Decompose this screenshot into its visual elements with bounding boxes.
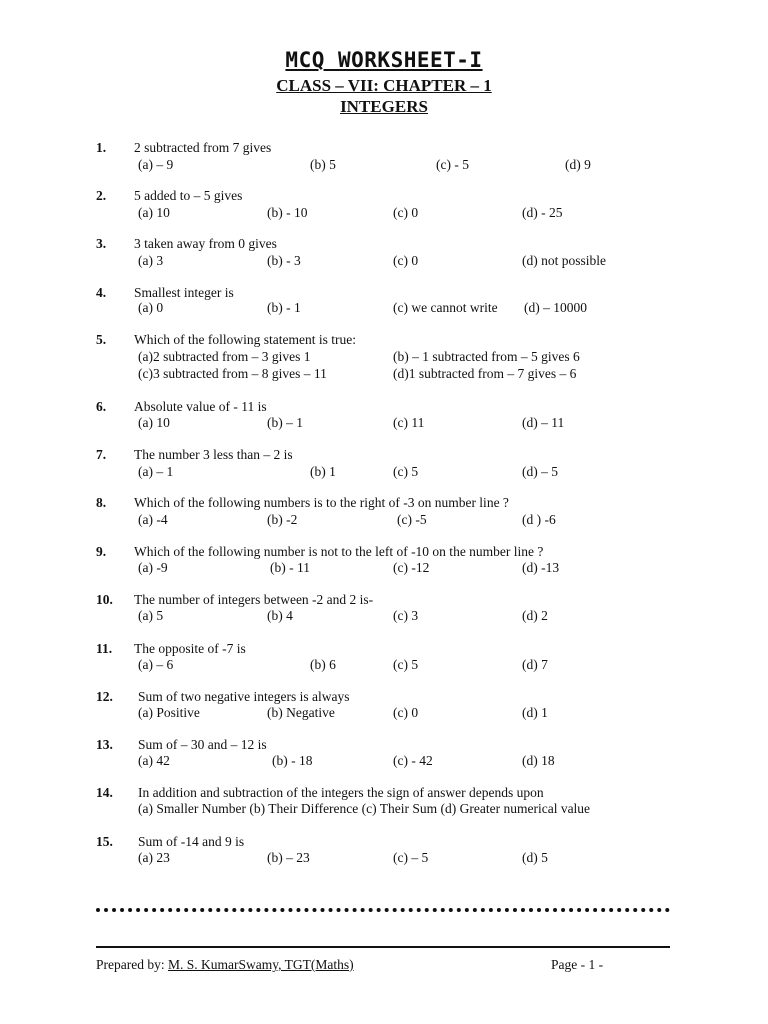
question-number: 9. [96, 544, 107, 559]
option-c: (c) 5 [393, 657, 419, 672]
option-d: (d ) -6 [522, 512, 556, 527]
question-number: 2. [96, 188, 107, 203]
option-b: (b) 6 [310, 657, 336, 672]
question-text: Absolute value of - 11 is [134, 399, 267, 414]
options-line: (a) Smaller Number (b) Their Difference (c) Their Sum (d) Greater numerical value [138, 801, 591, 816]
option-b: (b) Negative [267, 705, 335, 720]
option-c: (c) 11 [393, 415, 425, 430]
question-number: 6. [96, 399, 107, 414]
question-text: Sum of – 30 and – 12 is [138, 737, 267, 752]
footer-rule [96, 946, 670, 948]
option-c: (c) 3 [393, 608, 419, 623]
option-b: (b) 1 [310, 464, 336, 479]
option-b: (b) – 1 [267, 415, 303, 430]
option-d: (d) – 5 [522, 464, 558, 479]
question-number: 14. [96, 785, 113, 800]
option-c: (c) -12 [393, 560, 430, 575]
worksheet-title: MCQ WORKSHEET-I [285, 48, 483, 72]
option-d: (d) 7 [522, 657, 548, 672]
question-text: 5 added to – 5 gives [134, 188, 243, 203]
option-d: (d) 5 [522, 850, 548, 865]
option-c: (c) 5 [393, 464, 419, 479]
option-a: (a) 10 [138, 415, 170, 430]
option-d: (d) - 25 [522, 205, 563, 220]
question-number: 11. [96, 641, 113, 656]
option-a: (a) – 1 [138, 464, 174, 479]
question-number: 15. [96, 834, 113, 849]
question-text: Which of the following number is not to the left of -10 on the number line ? [134, 544, 544, 559]
question-text: The number of integers between -2 and 2 is- [134, 592, 374, 607]
option-a: (a) -4 [138, 512, 168, 527]
option-d: (d) 2 [522, 608, 548, 623]
question-text: 3 taken away from 0 gives [134, 236, 277, 251]
option-c: (c) -5 [397, 512, 427, 527]
footer-prepared-by [96, 957, 354, 973]
option-b: (b) - 1 [267, 300, 301, 315]
option-a: (a) – 6 [138, 657, 174, 672]
option-a: (a) Positive [138, 705, 200, 720]
dotted-separator [96, 908, 670, 912]
question-number: 5. [96, 332, 107, 347]
question-number: 4. [96, 285, 107, 300]
option-b: (b) - 11 [270, 560, 310, 575]
option-d: (d) 1 [522, 705, 548, 720]
option-b: (b) - 18 [272, 753, 313, 768]
option-b: (b) - 3 [267, 253, 301, 268]
question-text: The number 3 less than – 2 is [134, 447, 293, 462]
option-a: (a) 10 [138, 205, 170, 220]
option-d: (d) 18 [522, 753, 555, 768]
page-number: Page - 1 - [551, 957, 604, 972]
question-text: Sum of two negative integers is always [138, 689, 350, 704]
question-text: Smallest integer is [134, 285, 234, 300]
option-b: (b) 4 [267, 608, 293, 623]
chapter-name-heading: INTEGERS [340, 97, 428, 116]
option-d: (d)1 subtracted from – 7 gives – 6 [393, 366, 577, 381]
option-c: (c) - 5 [436, 157, 469, 172]
question-number: 1. [96, 140, 107, 155]
question-text: Sum of -14 and 9 is [138, 834, 245, 849]
option-a: (a) 42 [138, 753, 170, 768]
option-c: (c)3 subtracted from – 8 gives – 11 [138, 366, 327, 381]
option-b: (b) -2 [267, 512, 298, 527]
author-name: M. S. KumarSwamy, TGT(Maths) [167, 957, 354, 972]
option-a: (a) 5 [138, 608, 164, 623]
option-a: (a) 23 [138, 850, 170, 865]
question-text: 2 subtracted from 7 gives [134, 140, 272, 155]
option-c: (c) – 5 [393, 850, 429, 865]
option-d: (d) 9 [565, 157, 591, 172]
question-text: Which of the following numbers is to the right of -3 on number line ? [134, 495, 509, 510]
option-a: (a) – 9 [138, 157, 174, 172]
option-a: (a)2 subtracted from – 3 gives 1 [138, 349, 311, 364]
option-d: (d) not possible [522, 253, 606, 268]
question-text: The opposite of -7 is [134, 641, 246, 656]
option-b: (b) – 23 [267, 850, 310, 865]
option-c: (c) - 42 [393, 753, 433, 768]
question-text: Which of the following statement is true: [134, 332, 356, 347]
prepared-by-label: Prepared by: [96, 957, 165, 972]
question-number: 3. [96, 236, 107, 251]
question-number: 8. [96, 495, 107, 510]
question-number: 12. [96, 689, 113, 704]
option-b: (b) – 1 subtracted from – 5 gives 6 [393, 349, 580, 364]
option-c: (c) 0 [393, 705, 419, 720]
question-number: 7. [96, 447, 107, 462]
question-number: 10. [96, 592, 113, 607]
question-text: In addition and subtraction of the integers the sign of answer depends upon [138, 785, 544, 800]
option-d: (d) – 10000 [524, 300, 587, 315]
option-c: (c) 0 [393, 205, 419, 220]
option-c: (c) we cannot write [393, 300, 498, 315]
class-chapter-heading: CLASS – VII: CHAPTER – 1 [276, 76, 492, 95]
option-a: (a) 3 [138, 253, 164, 268]
option-d: (d) – 11 [522, 415, 565, 430]
option-a: (a) 0 [138, 300, 164, 315]
option-b: (b) - 10 [267, 205, 308, 220]
question-number: 13. [96, 737, 113, 752]
option-c: (c) 0 [393, 253, 419, 268]
option-d: (d) -13 [522, 560, 560, 575]
option-a: (a) -9 [138, 560, 168, 575]
option-b: (b) 5 [310, 157, 336, 172]
